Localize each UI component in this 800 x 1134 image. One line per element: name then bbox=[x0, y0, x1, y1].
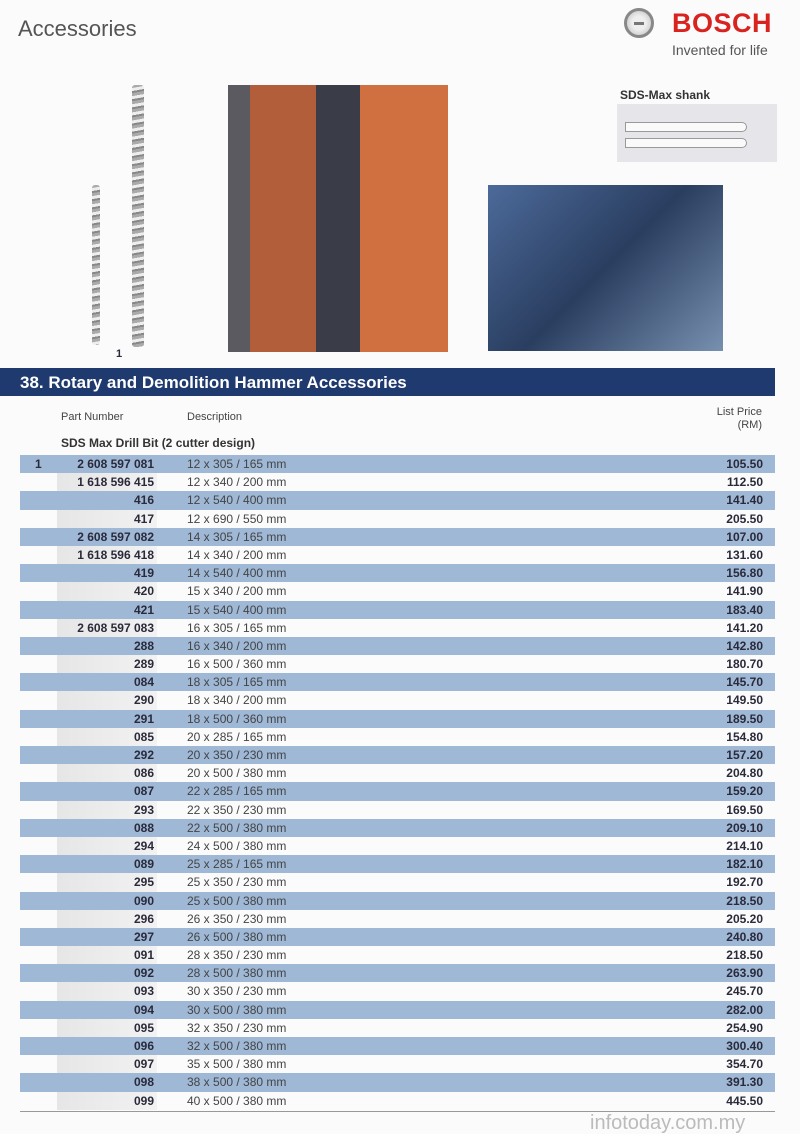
part-number: 089 bbox=[133, 857, 154, 872]
description: 12 x 690 / 550 mm bbox=[187, 511, 287, 526]
description: 28 x 500 / 380 mm bbox=[187, 966, 287, 981]
part-number: 096 bbox=[133, 1039, 154, 1053]
list-price: 156.80 bbox=[726, 566, 763, 581]
description: 38 x 500 / 380 mm bbox=[187, 1075, 287, 1090]
page-title: Accessories bbox=[18, 16, 137, 41]
table-row bbox=[20, 964, 775, 982]
table-row bbox=[20, 782, 775, 800]
description: 16 x 305 / 165 mm bbox=[187, 620, 287, 635]
list-price: 159.20 bbox=[726, 784, 763, 799]
shank-groove bbox=[625, 138, 747, 148]
section-title: 38. Rotary and Demolition Hammer Accessories bbox=[20, 373, 407, 392]
part-number: 294 bbox=[57, 837, 157, 855]
list-price: 142.80 bbox=[726, 638, 763, 653]
table-row bbox=[20, 1092, 775, 1110]
description: 26 x 350 / 230 mm bbox=[187, 911, 287, 926]
description: 22 x 500 / 380 mm bbox=[187, 820, 287, 835]
part-number: 293 bbox=[57, 801, 157, 819]
description: 12 x 540 / 400 mm bbox=[187, 493, 287, 508]
part-number: 421 bbox=[133, 602, 154, 617]
table-row bbox=[20, 1037, 775, 1055]
part-number: 094 bbox=[133, 1002, 154, 1017]
image-label: 1 bbox=[116, 348, 123, 360]
description: 32 x 500 / 380 mm bbox=[187, 1039, 287, 1053]
list-price: 263.90 bbox=[726, 966, 763, 981]
part-number: 1 618 596 418 bbox=[57, 546, 157, 564]
table-row bbox=[20, 837, 775, 855]
table-row bbox=[20, 946, 775, 964]
list-price: 141.40 bbox=[726, 493, 763, 508]
list-price: 391.30 bbox=[726, 1075, 763, 1090]
table-row bbox=[20, 564, 775, 582]
brand-tagline: Invented for life bbox=[672, 42, 768, 58]
part-number: 417 bbox=[57, 510, 157, 528]
shank-label: SDS-Max shank bbox=[620, 88, 711, 102]
table-row bbox=[20, 510, 775, 528]
list-price: 282.00 bbox=[726, 1002, 763, 1017]
list-price: 218.50 bbox=[726, 948, 763, 963]
part-number: 297 bbox=[133, 929, 154, 944]
list-price: 107.00 bbox=[726, 529, 763, 544]
table-row bbox=[20, 673, 775, 691]
table-row bbox=[20, 819, 775, 837]
description: 12 x 305 / 165 mm bbox=[187, 457, 287, 471]
hammer-wall-photo bbox=[488, 185, 723, 351]
list-price: 105.50 bbox=[726, 457, 763, 471]
watermark: infotoday.com.my bbox=[590, 1112, 746, 1134]
list-price: 240.80 bbox=[726, 929, 763, 944]
part-number: 289 bbox=[57, 655, 157, 673]
sds-max-shank-diagram bbox=[617, 104, 777, 162]
table-row bbox=[20, 892, 775, 910]
description: 26 x 500 / 380 mm bbox=[187, 929, 287, 944]
list-price: 218.50 bbox=[726, 893, 763, 908]
description: 12 x 340 / 200 mm bbox=[187, 475, 287, 490]
list-price: 192.70 bbox=[726, 875, 763, 890]
part-number: 099 bbox=[57, 1092, 157, 1110]
description: 16 x 340 / 200 mm bbox=[187, 638, 287, 653]
table-row bbox=[20, 764, 775, 782]
list-price: 154.80 bbox=[726, 729, 763, 744]
part-number: 092 bbox=[133, 966, 154, 981]
description: 32 x 350 / 230 mm bbox=[187, 1020, 287, 1035]
part-number: 290 bbox=[57, 691, 157, 709]
list-price: 445.50 bbox=[726, 1093, 763, 1108]
description: 18 x 500 / 360 mm bbox=[187, 711, 287, 726]
part-number: 087 bbox=[133, 784, 154, 799]
part-number: 097 bbox=[57, 1055, 157, 1073]
description: 35 x 500 / 380 mm bbox=[187, 1057, 287, 1072]
part-number: 291 bbox=[133, 711, 154, 726]
description: 14 x 340 / 200 mm bbox=[187, 547, 287, 562]
list-price: 205.20 bbox=[726, 911, 763, 926]
part-number: 091 bbox=[57, 946, 157, 964]
table-row bbox=[20, 546, 775, 564]
description: 14 x 305 / 165 mm bbox=[187, 529, 287, 544]
description: 25 x 350 / 230 mm bbox=[187, 875, 287, 890]
shank-groove bbox=[625, 122, 747, 132]
table-row bbox=[20, 473, 775, 491]
description: 14 x 540 / 400 mm bbox=[187, 566, 287, 581]
part-number: 2 608 597 081 bbox=[77, 457, 154, 471]
table-row bbox=[20, 637, 775, 655]
part-number: 288 bbox=[133, 638, 154, 653]
price-label: List Price bbox=[716, 406, 762, 418]
bosch-logo-icon bbox=[624, 8, 654, 38]
description: 30 x 350 / 230 mm bbox=[187, 984, 287, 999]
list-price: 245.70 bbox=[726, 984, 763, 999]
price-table bbox=[20, 455, 775, 1110]
table-row bbox=[20, 928, 775, 946]
table-row bbox=[20, 982, 775, 1000]
table-row bbox=[20, 855, 775, 873]
part-number: 1 618 596 415 bbox=[57, 473, 157, 491]
description: 22 x 350 / 230 mm bbox=[187, 802, 287, 817]
hammer-drilling-photo bbox=[228, 85, 448, 352]
part-number: 095 bbox=[57, 1019, 157, 1037]
table-row bbox=[20, 491, 775, 509]
list-price: 354.70 bbox=[726, 1057, 763, 1072]
description: 20 x 285 / 165 mm bbox=[187, 729, 287, 744]
list-price: 157.20 bbox=[726, 748, 763, 762]
description: 40 x 500 / 380 mm bbox=[187, 1093, 287, 1108]
part-number: 419 bbox=[133, 566, 154, 581]
list-price: 141.20 bbox=[726, 620, 763, 635]
table-row bbox=[20, 1073, 775, 1091]
list-price: 189.50 bbox=[726, 711, 763, 726]
list-price: 214.10 bbox=[726, 838, 763, 853]
part-number: 292 bbox=[133, 748, 154, 762]
list-price: 300.40 bbox=[726, 1039, 763, 1053]
group-title: SDS Max Drill Bit (2 cutter design) bbox=[61, 436, 256, 450]
list-price: 183.40 bbox=[726, 602, 763, 617]
list-price: 182.10 bbox=[726, 857, 763, 872]
table-row bbox=[20, 655, 775, 673]
table-row bbox=[20, 601, 775, 619]
description: 24 x 500 / 380 mm bbox=[187, 838, 287, 853]
description: 28 x 350 / 230 mm bbox=[187, 948, 287, 963]
table-row bbox=[20, 528, 775, 546]
table-row bbox=[20, 619, 775, 637]
list-price: 180.70 bbox=[726, 657, 763, 672]
table-row bbox=[20, 801, 775, 819]
part-number: 420 bbox=[57, 582, 157, 600]
table-row bbox=[20, 582, 775, 600]
row-index: 1 bbox=[35, 457, 42, 471]
part-number: 093 bbox=[57, 982, 157, 1000]
part-number: 098 bbox=[133, 1075, 154, 1090]
list-price: 149.50 bbox=[726, 693, 763, 708]
table-row bbox=[20, 710, 775, 728]
list-price: 209.10 bbox=[726, 820, 763, 835]
description: 15 x 340 / 200 mm bbox=[187, 584, 287, 599]
part-number: 085 bbox=[57, 728, 157, 746]
part-number: 295 bbox=[57, 873, 157, 891]
part-number: 2 608 597 083 bbox=[57, 619, 157, 637]
description: 22 x 285 / 165 mm bbox=[187, 784, 287, 799]
drill-bit-small-image bbox=[92, 185, 100, 345]
part-number: 2 608 597 082 bbox=[77, 529, 154, 544]
part-number: 088 bbox=[133, 820, 154, 835]
part-number: 416 bbox=[133, 493, 154, 508]
part-number: 296 bbox=[57, 910, 157, 928]
description: 20 x 500 / 380 mm bbox=[187, 766, 287, 781]
description: 18 x 305 / 165 mm bbox=[187, 675, 287, 690]
column-header-part-number: Part Number bbox=[61, 411, 124, 423]
column-header-description: Description bbox=[187, 411, 243, 423]
table-row bbox=[20, 1019, 775, 1037]
price-unit: (RM) bbox=[737, 419, 762, 431]
table-row bbox=[20, 455, 775, 473]
part-number: 084 bbox=[133, 675, 154, 690]
list-price: 169.50 bbox=[726, 802, 763, 817]
description: 15 x 540 / 400 mm bbox=[187, 602, 287, 617]
list-price: 145.70 bbox=[726, 675, 763, 690]
description: 30 x 500 / 380 mm bbox=[187, 1002, 287, 1017]
description: 25 x 500 / 380 mm bbox=[187, 893, 287, 908]
description: 20 x 350 / 230 mm bbox=[187, 748, 287, 762]
description: 18 x 340 / 200 mm bbox=[187, 693, 287, 708]
table-row bbox=[20, 746, 775, 764]
list-price: 131.60 bbox=[726, 547, 763, 562]
column-header-price bbox=[717, 406, 762, 432]
brand-logo: BOSCH bbox=[672, 8, 773, 38]
table-row bbox=[20, 691, 775, 709]
table-row bbox=[20, 910, 775, 928]
part-number: 090 bbox=[133, 893, 154, 908]
part-number: 086 bbox=[57, 764, 157, 782]
list-price: 112.50 bbox=[726, 475, 763, 490]
list-price: 204.80 bbox=[726, 766, 763, 781]
list-price: 254.90 bbox=[726, 1020, 763, 1035]
list-price: 205.50 bbox=[726, 511, 763, 526]
drill-bit-large-image bbox=[132, 85, 144, 347]
list-price: 141.90 bbox=[726, 584, 763, 599]
table-row bbox=[20, 728, 775, 746]
description: 16 x 500 / 360 mm bbox=[187, 657, 287, 672]
table-row bbox=[20, 873, 775, 891]
description: 25 x 285 / 165 mm bbox=[187, 857, 287, 872]
table-row bbox=[20, 1001, 775, 1019]
table-row bbox=[20, 1055, 775, 1073]
